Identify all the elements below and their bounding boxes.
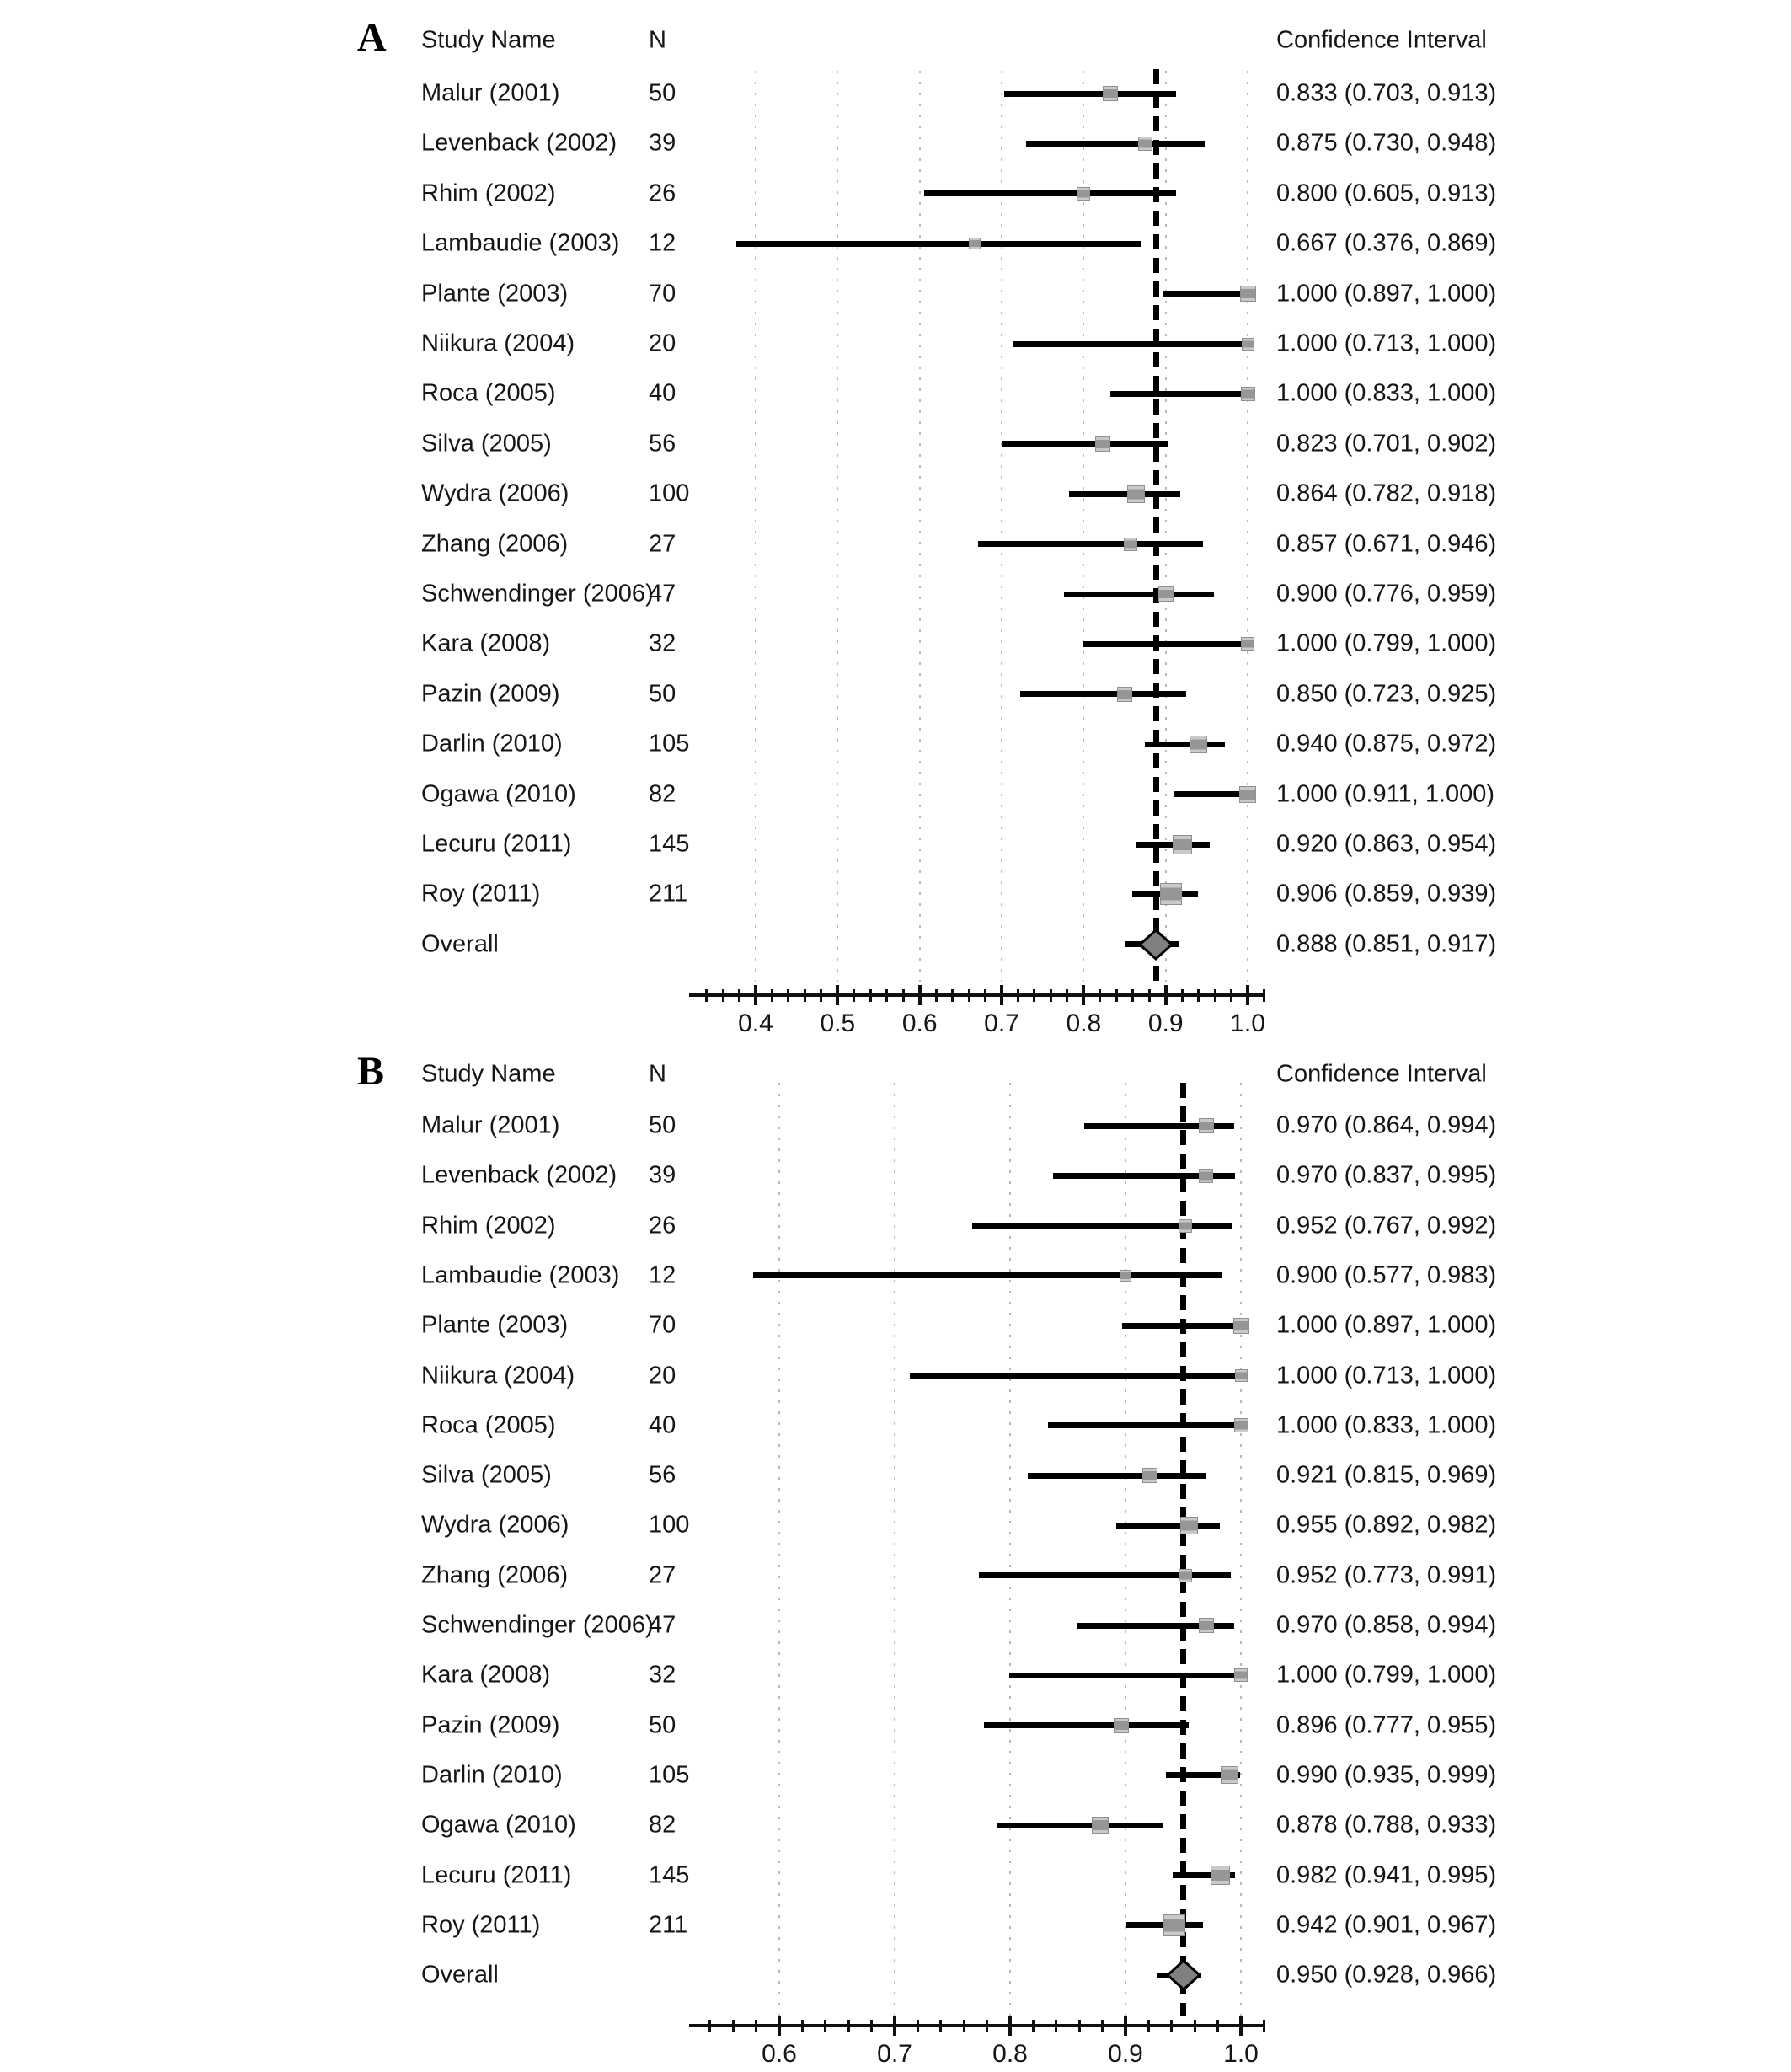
ci-interval-label: 0.921 (0.815, 0.969) <box>1276 1461 1497 1489</box>
x-axis-minor-tick <box>1147 2020 1150 2032</box>
study-name-label: Pazin (2009) <box>421 680 560 708</box>
study-name-label: Niikura (2004) <box>421 1362 575 1389</box>
ci-interval-label: 0.896 (0.777, 0.955) <box>1276 1711 1497 1739</box>
study-n-value: 12 <box>649 1261 676 1289</box>
ci-interval-label: 0.823 (0.701, 0.902) <box>1276 430 1497 458</box>
study-n-value: 105 <box>649 730 690 758</box>
x-axis-tick-label: 0.6 <box>901 1009 938 1037</box>
study-n-value: 40 <box>649 1411 676 1439</box>
study-n-value: 40 <box>649 379 676 407</box>
study-n-value: 70 <box>649 1311 676 1339</box>
study-name-label: Rhim (2002) <box>421 1212 556 1239</box>
x-axis-minor-tick <box>1263 2020 1265 2032</box>
x-axis-major-tick <box>1124 2016 1127 2036</box>
x-axis-line <box>689 2024 1265 2027</box>
x-axis-minor-tick <box>870 2020 873 2032</box>
study-name-label: Lambaudie (2003) <box>421 229 620 257</box>
ci-line <box>1048 1422 1241 1428</box>
ci-interval-label: 0.952 (0.773, 0.991) <box>1276 1561 1497 1589</box>
study-n-value: 100 <box>649 1511 690 1539</box>
study-n-value: 26 <box>649 179 676 207</box>
x-axis-tick-label: 0.8 <box>1066 1009 1102 1037</box>
study-name-label: Ogawa (2010) <box>421 1811 576 1839</box>
study-name-label: Wydra (2006) <box>421 479 569 507</box>
x-axis-minor-tick <box>939 2020 942 2032</box>
x-axis-tick-label: 0.7 <box>877 2040 912 2068</box>
estimate-marker <box>1179 1569 1192 1582</box>
study-name-label: Lecuru (2011) <box>421 1861 572 1888</box>
x-axis-major-tick <box>1239 2016 1243 2036</box>
ci-interval-label: 0.906 (0.859, 0.939) <box>1276 880 1497 908</box>
ci-interval-label: 0.900 (0.577, 0.983) <box>1276 1261 1497 1289</box>
column-header-study: Study Name <box>421 26 556 54</box>
column-header-study: Study Name <box>421 1060 556 1088</box>
study-n-value: 50 <box>649 1711 676 1739</box>
study-n-value: 145 <box>649 830 690 858</box>
x-axis-tick-label: 0.8 <box>992 2040 1028 2068</box>
ci-interval-label: 0.864 (0.782, 0.918) <box>1276 479 1497 507</box>
overall-diamond <box>1165 1958 1202 1992</box>
estimate-marker <box>1114 1718 1129 1733</box>
x-axis-tick-label: 0.9 <box>1108 2040 1143 2068</box>
panel-letter: A <box>357 15 387 60</box>
estimate-marker <box>1179 1219 1192 1233</box>
ci-interval-label: 1.000 (0.713, 1.000) <box>1276 329 1497 357</box>
x-axis-tick-label: 0.4 <box>738 1009 773 1037</box>
estimate-marker <box>1199 1118 1214 1133</box>
study-n-value: 100 <box>649 479 690 507</box>
study-name-label: Malur (2001) <box>421 79 560 107</box>
column-header-n: N <box>649 26 666 54</box>
study-n-value: 50 <box>649 680 676 708</box>
ci-interval-label: 1.000 (0.897, 1.000) <box>1276 1311 1497 1339</box>
study-name-label: Overall <box>421 930 499 958</box>
study-name-label: Darlin (2010) <box>421 1761 563 1789</box>
x-axis-minor-tick <box>963 2020 965 2032</box>
ci-interval-label: 1.000 (0.799, 1.000) <box>1276 629 1497 657</box>
study-n-value: 82 <box>649 780 676 808</box>
study-n-value: 70 <box>649 280 676 308</box>
ci-interval-label: 0.875 (0.730, 0.948) <box>1276 129 1497 157</box>
study-n-value: 27 <box>649 530 676 558</box>
study-name-label: Zhang (2006) <box>421 530 569 558</box>
ci-line <box>1116 1523 1220 1529</box>
estimate-marker <box>1142 1468 1157 1483</box>
ci-line <box>997 1823 1164 1828</box>
study-n-value: 26 <box>649 1212 676 1239</box>
estimate-marker <box>1234 1418 1248 1432</box>
column-header-n: N <box>649 1060 666 1088</box>
study-name-label: Levenback (2002) <box>421 1161 617 1189</box>
ci-line <box>910 1373 1241 1379</box>
estimate-marker <box>1221 1766 1238 1784</box>
ci-interval-label: 0.970 (0.837, 0.995) <box>1276 1161 1497 1189</box>
gridline <box>894 1083 896 2018</box>
ci-interval-label: 0.888 (0.851, 0.917) <box>1276 930 1497 958</box>
gridline <box>1240 1083 1242 2018</box>
study-name-label: Silva (2005) <box>421 1461 552 1489</box>
ci-interval-label: 0.667 (0.376, 0.869) <box>1276 229 1497 257</box>
study-n-value: 20 <box>649 329 676 357</box>
estimate-marker <box>1199 1169 1213 1183</box>
x-axis-tick-label: 1.0 <box>1230 1009 1265 1037</box>
study-n-value: 27 <box>649 1561 676 1589</box>
study-name-label: Silva (2005) <box>421 430 552 458</box>
ci-interval-label: 0.850 (0.723, 0.925) <box>1276 680 1497 708</box>
ci-interval-label: 0.950 (0.928, 0.966) <box>1276 1961 1497 1989</box>
study-name-label: Kara (2008) <box>421 629 551 657</box>
ci-interval-label: 0.982 (0.941, 0.995) <box>1276 1861 1497 1888</box>
x-axis-minor-tick <box>1216 2020 1219 2032</box>
ci-interval-label: 0.970 (0.858, 0.994) <box>1276 1611 1497 1639</box>
x-axis-major-tick <box>1008 2016 1012 2036</box>
ci-line <box>979 1572 1231 1578</box>
x-axis-tick-label: 0.6 <box>762 2040 797 2068</box>
ci-line <box>972 1223 1232 1229</box>
study-name-label: Overall <box>421 1961 499 1989</box>
study-n-value: 211 <box>649 1911 688 1939</box>
study-n-value: 32 <box>649 1661 676 1689</box>
ci-interval-label: 0.900 (0.776, 0.959) <box>1276 580 1497 608</box>
study-name-label: Roca (2005) <box>421 379 556 407</box>
ci-interval-label: 1.000 (0.833, 1.000) <box>1276 1411 1497 1439</box>
x-axis-minor-tick <box>1194 2020 1196 2032</box>
study-n-value: 56 <box>649 430 676 458</box>
study-n-value: 105 <box>649 1761 690 1789</box>
study-name-label: Roca (2005) <box>421 1411 556 1439</box>
x-axis-major-tick <box>893 2016 896 2036</box>
study-n-value: 145 <box>649 1861 690 1888</box>
estimate-marker <box>1234 1668 1248 1682</box>
ci-interval-label: 0.800 (0.605, 0.913) <box>1276 179 1497 207</box>
estimate-marker <box>1092 1817 1109 1834</box>
study-name-label: Lecuru (2011) <box>421 830 572 858</box>
estimate-marker <box>1120 1270 1131 1282</box>
study-name-label: Niikura (2004) <box>421 329 575 357</box>
x-axis-minor-tick <box>708 2020 711 2032</box>
x-axis-minor-tick <box>986 2020 988 2032</box>
ci-interval-label: 1.000 (0.713, 1.000) <box>1276 1362 1497 1389</box>
study-name-label: Rhim (2002) <box>421 179 556 207</box>
study-name-label: Levenback (2002) <box>421 129 617 157</box>
x-axis-minor-tick <box>917 2020 919 2032</box>
study-name-label: Schwendinger (2006) <box>421 580 654 608</box>
x-axis-tick-label: 0.5 <box>820 1009 856 1037</box>
gridline <box>778 1083 780 2018</box>
x-axis-minor-tick <box>1032 2020 1035 2032</box>
panel-letter: B <box>357 1049 385 1094</box>
estimate-marker <box>1199 1618 1214 1633</box>
ci-interval-label: 1.000 (0.897, 1.000) <box>1276 280 1497 308</box>
ci-interval-label: 1.000 (0.911, 1.000) <box>1276 780 1495 808</box>
study-name-label: Ogawa (2010) <box>421 780 576 808</box>
study-name-label: Pazin (2009) <box>421 1711 560 1739</box>
estimate-marker <box>1163 1914 1185 1936</box>
estimate-marker <box>1180 1517 1198 1534</box>
x-axis-tick-label: 0.9 <box>1147 1009 1184 1037</box>
study-n-value: 12 <box>649 229 676 257</box>
study-n-value: 20 <box>649 1362 676 1389</box>
study-n-value: 47 <box>649 1611 676 1639</box>
study-n-value: 56 <box>649 1461 676 1489</box>
study-name-label: Zhang (2006) <box>421 1561 569 1589</box>
study-name-label: Kara (2008) <box>421 1661 551 1689</box>
study-n-value: 47 <box>649 580 676 608</box>
x-axis-minor-tick <box>1101 2020 1104 2032</box>
x-axis-major-tick <box>778 2016 781 2036</box>
study-name-label: Lambaudie (2003) <box>421 1261 620 1289</box>
study-n-value: 32 <box>649 629 676 657</box>
x-axis-minor-tick <box>732 2020 735 2032</box>
x-axis-tick-label: 1.0 <box>1223 2040 1259 2068</box>
ci-interval-label: 1.000 (0.833, 1.000) <box>1276 379 1497 407</box>
x-axis-minor-tick <box>755 2020 757 2032</box>
x-axis-minor-tick <box>801 2020 804 2032</box>
study-n-value: 50 <box>649 79 676 107</box>
ci-interval-label: 0.952 (0.767, 0.992) <box>1276 1212 1497 1239</box>
study-n-value: 211 <box>649 880 688 908</box>
study-name-label: Darlin (2010) <box>421 730 563 758</box>
ci-interval-label: 0.878 (0.788, 0.933) <box>1276 1811 1497 1839</box>
study-name-label: Plante (2003) <box>421 280 569 308</box>
x-axis-tick-label: 0.7 <box>984 1009 1019 1037</box>
ci-line <box>1122 1323 1241 1329</box>
column-header-ci: Confidence Interval <box>1276 1060 1487 1088</box>
study-name-label: Plante (2003) <box>421 1311 569 1339</box>
study-n-value: 39 <box>649 1161 676 1189</box>
study-name-label: Wydra (2006) <box>421 1511 569 1539</box>
ci-interval-label: 0.833 (0.703, 0.913) <box>1276 79 1497 107</box>
estimate-marker <box>1233 1318 1249 1334</box>
study-name-label: Schwendinger (2006) <box>421 1611 654 1639</box>
ci-interval-label: 0.990 (0.935, 0.999) <box>1276 1761 1497 1789</box>
x-axis-minor-tick <box>1055 2020 1057 2032</box>
ci-line <box>1028 1473 1206 1479</box>
estimate-marker <box>1235 1369 1248 1382</box>
study-name-label: Roy (2011) <box>421 880 541 908</box>
ci-interval-label: 0.940 (0.875, 0.972) <box>1276 730 1497 758</box>
ci-interval-label: 0.857 (0.671, 0.946) <box>1276 530 1497 558</box>
ci-line <box>1009 1673 1241 1678</box>
overall-diamond-shape <box>1168 1961 1200 1989</box>
ci-line <box>984 1722 1190 1728</box>
study-name-label: Roy (2011) <box>421 1911 541 1939</box>
ci-interval-label: 0.970 (0.864, 0.994) <box>1276 1111 1497 1139</box>
ci-interval-label: 1.000 (0.799, 1.000) <box>1276 1661 1497 1689</box>
x-axis-minor-tick <box>1170 2020 1173 2032</box>
x-axis-minor-tick <box>847 2020 850 2032</box>
x-axis-minor-tick <box>824 2020 826 2032</box>
study-name-label: Malur (2001) <box>421 1111 560 1139</box>
ci-interval-label: 0.920 (0.863, 0.954) <box>1276 830 1497 858</box>
study-n-value: 50 <box>649 1111 676 1139</box>
column-header-ci: Confidence Interval <box>1276 26 1487 54</box>
x-axis-minor-tick <box>1078 2020 1081 2032</box>
ci-interval-label: 0.942 (0.901, 0.967) <box>1276 1911 1497 1939</box>
ci-line <box>753 1272 1222 1278</box>
ci-interval-label: 0.955 (0.892, 0.982) <box>1276 1511 1497 1539</box>
study-n-value: 82 <box>649 1811 676 1839</box>
estimate-marker <box>1211 1866 1230 1885</box>
study-n-value: 39 <box>649 129 676 157</box>
